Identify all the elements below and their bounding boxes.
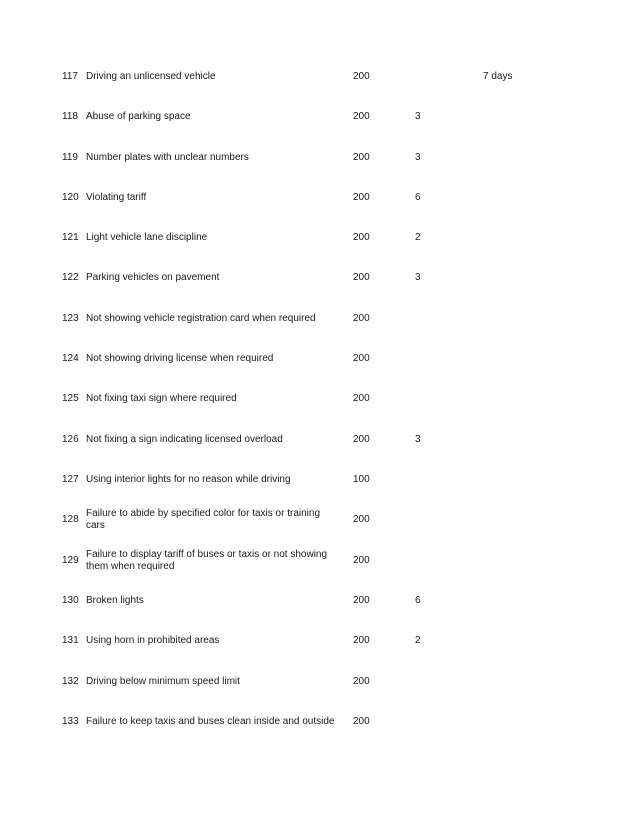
offense-text: Not fixing a sign indicating licensed overload — [86, 434, 283, 445]
points-value: 2 — [415, 232, 421, 243]
fine-amount: 200 — [353, 232, 370, 243]
row-number: 117 — [62, 71, 78, 82]
fine-amount: 200 — [353, 71, 370, 82]
points-value: 2 — [415, 635, 421, 646]
offense-text: Using horn in prohibited areas — [86, 635, 220, 646]
fine-amount: 200 — [353, 152, 370, 163]
points-value: 3 — [415, 272, 421, 283]
fine-amount: 200 — [353, 353, 370, 364]
fine-amount: 200 — [353, 595, 370, 606]
offense-text: Light vehicle lane discipline — [86, 232, 208, 243]
points-value: 3 — [415, 434, 421, 445]
fine-amount: 200 — [353, 434, 370, 445]
fine-amount: 200 — [353, 514, 370, 525]
row-number: 126 — [62, 434, 79, 445]
row-number: 120 — [62, 192, 79, 203]
row-number: 123 — [62, 313, 79, 324]
offense-text: Not showing vehicle registration card when required — [86, 313, 316, 324]
fine-amount: 200 — [353, 272, 370, 283]
row-number: 121 — [62, 232, 79, 243]
fine-amount: 200 — [353, 313, 370, 324]
fine-amount: 200 — [353, 393, 370, 404]
offense-text: Number plates with unclear numbers — [86, 152, 249, 163]
fine-amount: 200 — [353, 192, 370, 203]
suspension-value: 7 days — [483, 71, 513, 82]
points-value: 6 — [415, 595, 421, 606]
offense-text: Driving an unlicensed vehicle — [86, 71, 216, 82]
row-number: 119 — [62, 152, 78, 163]
row-number: 128 — [62, 514, 79, 525]
offense-text: Not showing driving license when required — [86, 353, 274, 364]
offense-text: Parking vehicles on pavement — [86, 272, 220, 283]
fine-amount: 200 — [353, 716, 370, 727]
offense-text: Driving below minimum speed limit — [86, 676, 240, 687]
offense-text: Violating tariff — [86, 192, 147, 203]
fine-amount: 200 — [353, 676, 370, 687]
offense-text: Abuse of parking space — [86, 111, 191, 122]
fine-amount: 100 — [353, 474, 370, 485]
row-number: 118 — [62, 111, 78, 122]
fine-amount: 200 — [353, 111, 370, 122]
fine-amount: 200 — [353, 635, 370, 646]
points-value: 3 — [415, 152, 421, 163]
row-number: 132 — [62, 676, 79, 687]
points-value: 3 — [415, 111, 421, 122]
offense-text: Failure to display tariff of buses or taxis or not showing them when required — [86, 549, 328, 572]
row-number: 129 — [62, 555, 79, 566]
row-number: 125 — [62, 393, 79, 404]
offense-text: Failure to abide by specified color for taxis or training cars — [86, 508, 321, 531]
offense-text: Failure to keep taxis and buses clean inside and outside — [86, 716, 335, 727]
row-number: 131 — [62, 635, 79, 646]
offense-text: Using interior lights for no reason while driving — [86, 474, 291, 485]
row-number: 133 — [62, 716, 79, 727]
offense-text: Not fixing taxi sign where required — [86, 393, 237, 404]
row-number: 124 — [62, 353, 79, 364]
points-value: 6 — [415, 192, 421, 203]
row-number: 122 — [62, 272, 79, 283]
offense-text: Broken lights — [86, 595, 144, 606]
row-number: 127 — [62, 474, 79, 485]
fine-amount: 200 — [353, 555, 370, 566]
row-number: 130 — [62, 595, 79, 606]
